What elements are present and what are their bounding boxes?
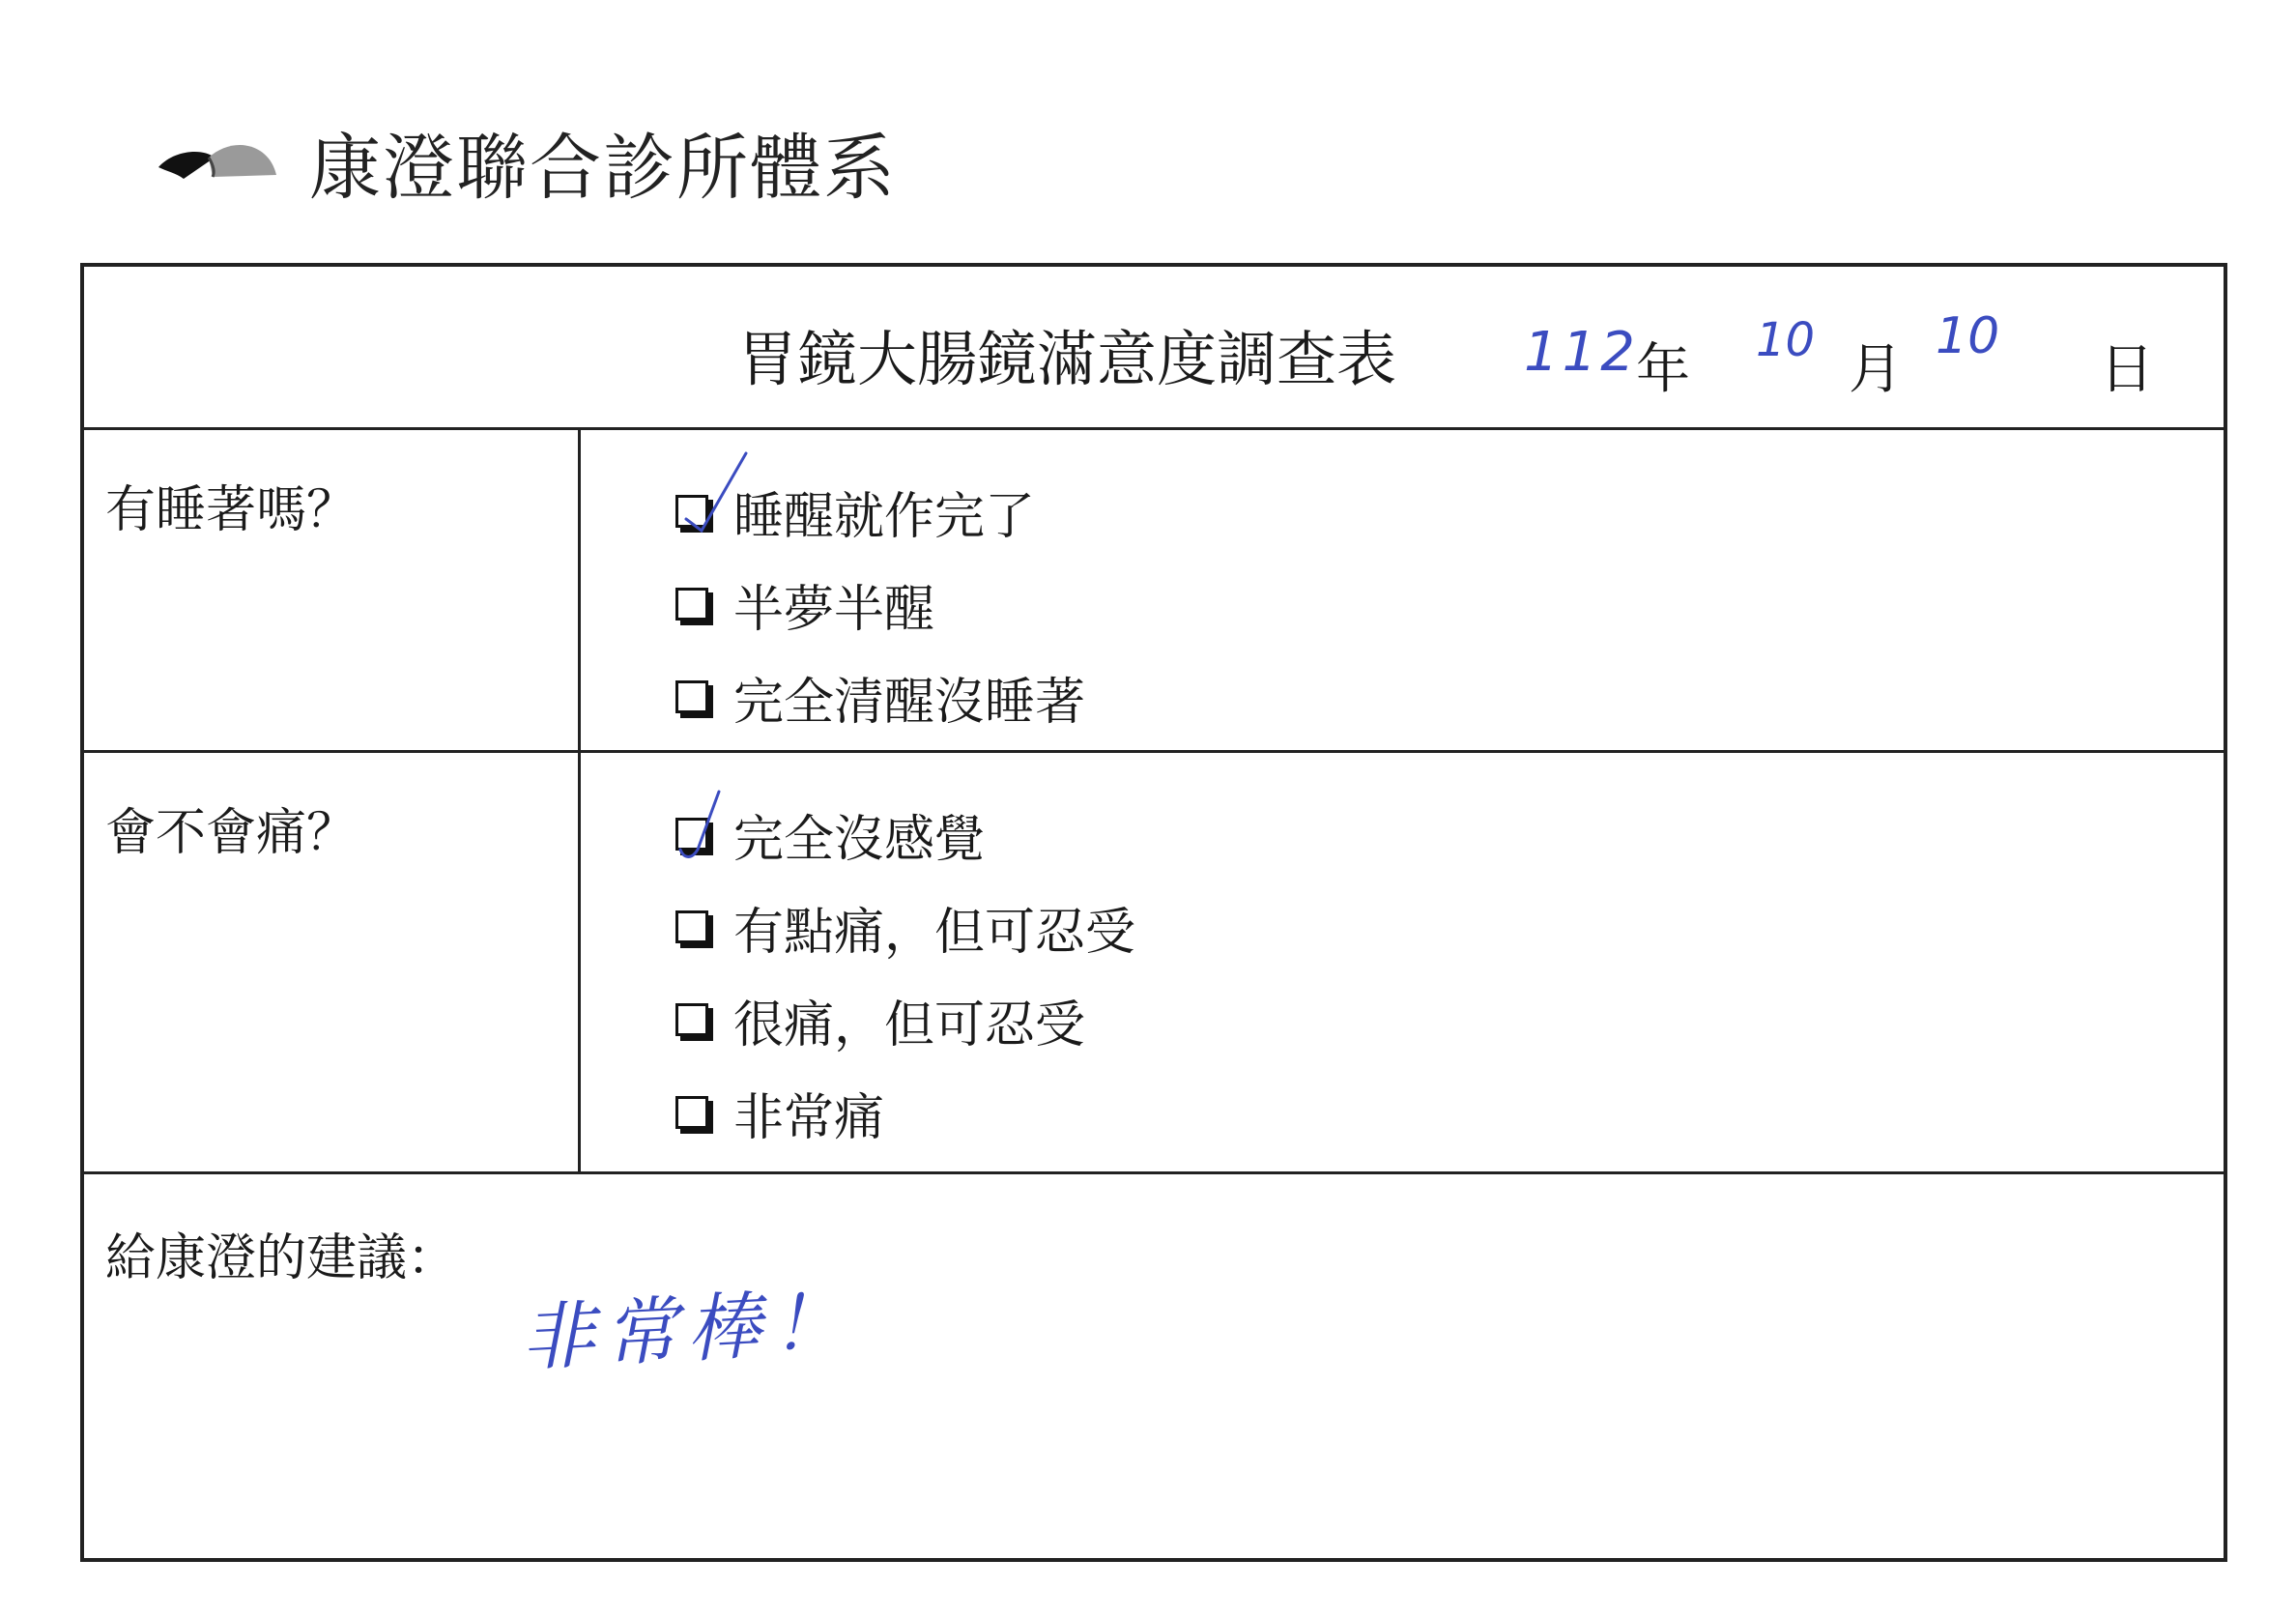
checkbox[interactable] xyxy=(675,818,708,851)
option-label: 半夢半醒 xyxy=(733,580,935,639)
option-label: 完全清醒沒睡著 xyxy=(733,673,1086,732)
option-pain-2[interactable] xyxy=(675,881,1135,973)
question-pain-row xyxy=(84,750,2224,1174)
checkbox[interactable] xyxy=(675,910,708,943)
suggestion-row xyxy=(84,1171,2224,1558)
checkbox[interactable] xyxy=(675,495,708,528)
day-label: 日 xyxy=(2100,338,2154,401)
question-sleep-label: 有睡著嗎？ xyxy=(105,481,358,539)
option-sleep-1[interactable] xyxy=(675,465,1085,558)
option-label: 睡醒就作完了 xyxy=(733,487,1036,546)
question-pain-label: 會不會痛？ xyxy=(105,804,358,862)
option-sleep-2[interactable] xyxy=(675,558,1085,650)
shell-logo-icon xyxy=(155,129,280,196)
option-label: 有點痛，但可忍受 xyxy=(733,903,1136,962)
sleep-options xyxy=(675,465,1085,743)
month-value[interactable]: 10 xyxy=(1756,313,1816,367)
clinic-header xyxy=(155,114,897,211)
option-pain-4[interactable] xyxy=(675,1066,1135,1159)
checkbox[interactable] xyxy=(675,588,708,621)
day-value[interactable]: 10 xyxy=(1936,307,2000,365)
option-sleep-3[interactable] xyxy=(675,650,1085,743)
checkbox[interactable] xyxy=(675,1096,708,1129)
form-title-row xyxy=(84,267,2224,427)
year-label: 年 xyxy=(1636,338,1690,401)
pain-options xyxy=(675,788,1135,1159)
check-mark-icon xyxy=(673,782,750,869)
suggestion-text[interactable]: 非常棒！ xyxy=(519,1278,856,1381)
survey-form xyxy=(80,263,2227,1562)
checkbox[interactable] xyxy=(675,680,708,713)
suggestion-label: 給康澄的建議： xyxy=(105,1229,458,1287)
checkbox[interactable] xyxy=(675,1003,708,1036)
month-label: 月 xyxy=(1849,338,1903,401)
option-pain-3[interactable] xyxy=(675,973,1135,1066)
option-label: 非常痛 xyxy=(733,1088,885,1147)
option-pain-1[interactable] xyxy=(675,788,1135,881)
option-label: 完全沒感覺 xyxy=(733,810,986,869)
question-sleep-row xyxy=(84,427,2224,753)
column-divider xyxy=(578,430,581,753)
column-divider xyxy=(578,753,581,1174)
form-title: 胃鏡大腸鏡滿意度調查表 xyxy=(737,324,1397,394)
option-label: 很痛，但可忍受 xyxy=(733,996,1086,1054)
year-value[interactable]: 112 xyxy=(1524,321,1639,384)
clinic-name: 康澄聯合診所體系 xyxy=(309,127,897,210)
check-mark-icon xyxy=(673,459,750,546)
